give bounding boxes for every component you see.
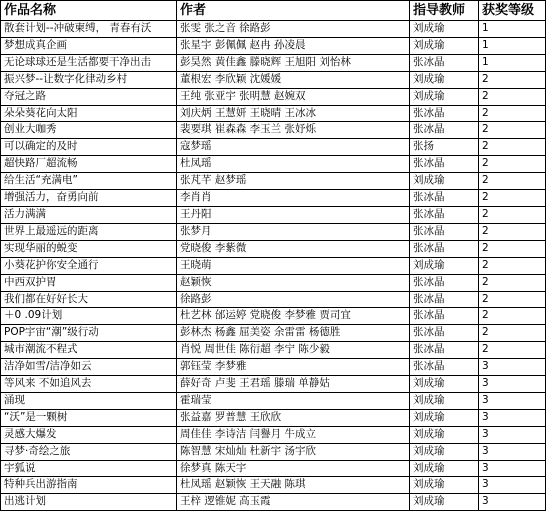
cell-work-title: 可以确定的及时 [1,139,177,156]
table-row [1,325,546,342]
cell-advisor: 张冰晶 [410,223,479,240]
table-row [1,223,546,240]
cell-authors: 赵颖恢 [177,274,410,291]
table-row [1,122,546,139]
cell-advisor: 张冰晶 [410,291,479,308]
cell-work-title: 散套计划--冲破柬缚， 青春有沃 [1,21,177,38]
cell-authors: 王丹阳 [177,206,410,223]
cell-authors: 张芃芊 赵梦瑶 [177,173,410,190]
table-row [1,37,546,54]
cell-authors: 彭林杰 杨鑫 屈美姿 余雷雷 杨德胜 [177,325,410,342]
table-row [1,494,546,511]
table-row [1,274,546,291]
cell-award-level: 2 [479,257,546,274]
cell-award-level: 2 [479,223,546,240]
cell-award-level: 2 [479,139,546,156]
table-row [1,409,546,426]
cell-advisor: 张冰晶 [410,274,479,291]
cell-work-title: 涌现 [1,392,177,409]
cell-authors: 肖悦 周世佳 陈衍超 李宁 陈少毅 [177,342,410,359]
cell-work-title: 世界上最遥远的距离 [1,223,177,240]
cell-award-level: 2 [479,156,546,173]
cell-authors: 王纯 张亚宇 张明慧 赵婉双 [177,88,410,105]
cell-work-title: ＋0 .09计划 [1,308,177,325]
table-row [1,156,546,173]
cell-advisor: 刘成瑜 [410,21,479,38]
cell-award-level: 2 [479,173,546,190]
cell-award-level: 2 [479,291,546,308]
table-row [1,21,546,38]
table-body [1,21,546,511]
cell-award-level: 3 [479,460,546,477]
cell-work-title: 城市潮流不程式 [1,342,177,359]
cell-award-level: 2 [479,122,546,139]
cell-award-level: 2 [479,190,546,207]
table-row [1,460,546,477]
cell-advisor: 张冰晶 [410,190,479,207]
cell-advisor: 张冰晶 [410,54,479,71]
table-row [1,105,546,122]
table-header-row [1,1,546,21]
cell-award-level: 3 [479,494,546,511]
cell-authors: 杜凤瑶 [177,156,410,173]
table-row [1,392,546,409]
table-row [1,139,546,156]
cell-award-level: 3 [479,426,546,443]
cell-award-level: 3 [479,477,546,494]
cell-advisor: 刘成瑜 [410,71,479,88]
table-row [1,376,546,393]
cell-work-title: 夺冠之路 [1,88,177,105]
cell-award-level: 3 [479,392,546,409]
cell-award-level: 3 [479,443,546,460]
table-row [1,240,546,257]
cell-authors: 郭钰莹 李梦雅 [177,359,410,376]
cell-award-level: 1 [479,21,546,38]
cell-advisor: 刘成瑜 [410,173,479,190]
table-row [1,88,546,105]
cell-authors: 寇梦瑶 [177,139,410,156]
cell-authors: 党晓俊 李紫微 [177,240,410,257]
cell-advisor: 张冰晶 [410,122,479,139]
cell-work-title: 出逃计划 [1,494,177,511]
cell-advisor: 刘成瑜 [410,494,479,511]
cell-advisor: 张扬 [410,139,479,156]
cell-advisor: 张冰晶 [410,240,479,257]
cell-award-level: 2 [479,105,546,122]
cell-work-title: 特种兵出游指南 [1,477,177,494]
cell-advisor: 刘成瑜 [410,426,479,443]
cell-advisor: 刘成瑜 [410,376,479,393]
cell-authors: 周佳佳 李诗洁 闫譽月 牛成立 [177,426,410,443]
cell-award-level: 1 [479,54,546,71]
cell-advisor: 刘成瑜 [410,37,479,54]
table-row [1,190,546,207]
cell-advisor: 刘成瑜 [410,409,479,426]
cell-authors: 霍瑞莹 [177,392,410,409]
cell-work-title: 我们都在好好长大 [1,291,177,308]
cell-authors: 王晓萌 [177,257,410,274]
cell-work-title: 振兴梦--让数字化律动乡村 [1,71,177,88]
cell-advisor: 张冰晶 [410,308,479,325]
cell-authors: 陈智慧 宋灿灿 杜新宇 汤宇欣 [177,443,410,460]
cell-award-level: 2 [479,325,546,342]
cell-work-title: 梦想成真企画 [1,37,177,54]
header-award-level: 获奖等级 [479,1,546,21]
cell-work-title: 实现华丽的蜕变 [1,240,177,257]
table-row [1,291,546,308]
cell-award-level: 2 [479,308,546,325]
cell-award-level: 2 [479,88,546,105]
cell-work-title: 给生活“充满电” [1,173,177,190]
cell-work-title: 超快路厂超流畅 [1,156,177,173]
table-row [1,342,546,359]
cell-authors: 张梦月 [177,223,410,240]
cell-authors: 刘庆炳 王慧妍 王晓晴 王冰冰 [177,105,410,122]
cell-work-title: 活力满满 [1,206,177,223]
cell-work-title: POP宇宙“潮”级行动 [1,325,177,342]
cell-work-title: 灵感大爆发 [1,426,177,443]
table-row [1,71,546,88]
cell-advisor: 刘成瑜 [410,88,479,105]
cell-work-title: 寻梦·奇绘之旅 [1,443,177,460]
cell-award-level: 3 [479,409,546,426]
table-row [1,173,546,190]
cell-award-level: 2 [479,274,546,291]
table-row [1,54,546,71]
cell-work-title: 朵朵葵花向太阳 [1,105,177,122]
cell-work-title: 无论球球还是生活都要干净出击 [1,54,177,71]
cell-award-level: 3 [479,359,546,376]
cell-authors: 张雯 张之音 徐路彭 [177,21,410,38]
header-advisor: 指导教师 [410,1,479,21]
cell-work-title: 宇狐说 [1,460,177,477]
cell-advisor: 刘成瑜 [410,443,479,460]
cell-authors: 彭昊然 黄佳鑫 滕晓辉 王旭阳 刘怡林 [177,54,410,71]
table-row [1,359,546,376]
cell-authors: 裴要琪 崔森森 李玉兰 张妤烁 [177,122,410,139]
cell-work-title: 洁净如雪/洁净如云 [1,359,177,376]
cell-authors: 董根宏 李欣颖 沈媛媛 [177,71,410,88]
cell-work-title: 小葵花护你安全通行 [1,257,177,274]
cell-award-level: 3 [479,376,546,393]
cell-work-title: “沃”是一颗树 [1,409,177,426]
cell-advisor: 张冰晶 [410,359,479,376]
cell-advisor: 张冰晶 [410,206,479,223]
cell-authors: 张星宇 彭佩佩 赵冉 孙凌晨 [177,37,410,54]
cell-advisor: 张冰晶 [410,156,479,173]
cell-work-title: 等风来 不如追风去 [1,376,177,393]
header-authors: 作者 [177,1,410,21]
table-row [1,206,546,223]
cell-advisor: 张冰晶 [410,325,479,342]
table-row [1,257,546,274]
cell-award-level: 1 [479,37,546,54]
cell-award-level: 2 [479,206,546,223]
cell-authors: 杜艺林 邰运婷 党晓俊 李梦雅 贾司宜 [177,308,410,325]
cell-authors: 王梓 逻锥妮 高玉霞 [177,494,410,511]
cell-authors: 徐梦真 陈天宇 [177,460,410,477]
cell-award-level: 2 [479,240,546,257]
cell-authors: 徐路彭 [177,291,410,308]
cell-advisor: 张冰晶 [410,105,479,122]
cell-authors: 李肖肖 [177,190,410,207]
cell-advisor: 刘成瑜 [410,460,479,477]
cell-award-level: 2 [479,71,546,88]
cell-authors: 杜凤瑶 赵颖恢 王天融 陈琪 [177,477,410,494]
cell-work-title: 创业大咖秀 [1,122,177,139]
header-work-title: 作品名称 [1,1,177,21]
cell-advisor: 刘成瑜 [410,477,479,494]
table-row [1,308,546,325]
table-row [1,443,546,460]
table-row [1,477,546,494]
cell-work-title: 中西双护胃 [1,274,177,291]
table-row [1,426,546,443]
cell-advisor: 刘成瑜 [410,392,479,409]
cell-advisor: 刘成瑜 [410,257,479,274]
cell-authors: 薛好奇 卢斐 王君瑶 滕瑞 单静姑 [177,376,410,393]
cell-award-level: 2 [479,342,546,359]
cell-advisor: 张冰晶 [410,342,479,359]
cell-work-title: 增强活力，奋勇向前 [1,190,177,207]
cell-authors: 张益嘉 罗普慧 王欣欣 [177,409,410,426]
